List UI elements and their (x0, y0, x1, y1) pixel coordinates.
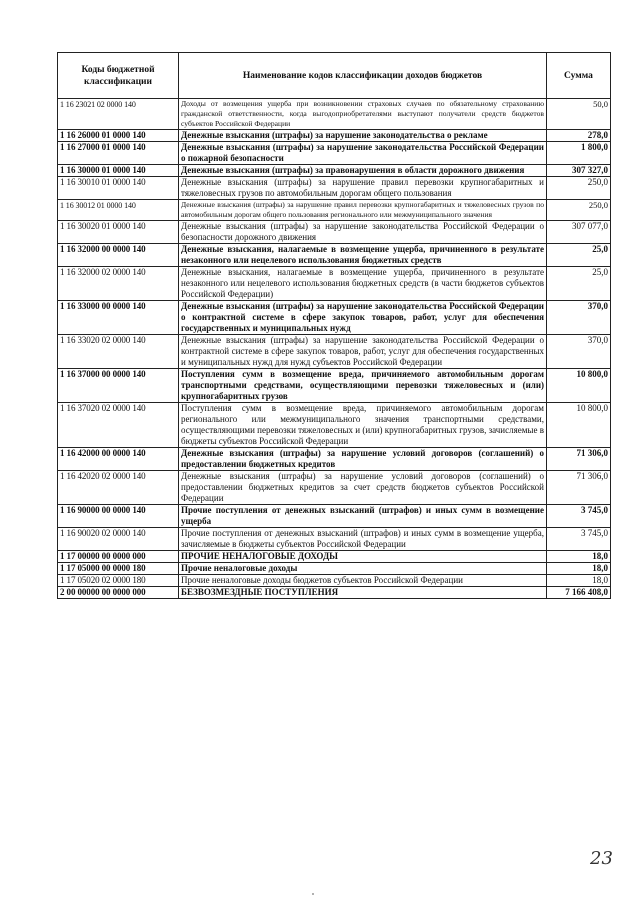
classification-name: Денежные взыскания (штрафы) за нарушение законодательства Российской Федерации о контрактной системе в сфере закупок товаров, работ, услуг для обеспечения государственных и муниципальных нужд (179, 301, 547, 335)
table-row (58, 563, 611, 575)
table-row (58, 505, 611, 528)
amount: 307 327,0 (547, 165, 611, 177)
classification-code: 1 16 30012 01 0000 140 (58, 200, 179, 221)
amount: 50,0 (547, 99, 611, 130)
classification-name: Денежные взыскания (штрафы) за нарушение законодательства Российской Федерации о безопасности дорожного движения (179, 221, 547, 244)
classification-code: 1 16 90020 02 0000 140 (58, 528, 179, 551)
classification-name: Денежные взыскания (штрафы) за нарушение законодательства Российской Федерации о контрактной системе в сфере закупок товаров, работ, услуг для обеспечения государственных и муниципальных нужд для нужд субъектов Российской Федерации (179, 335, 547, 369)
table-row (58, 267, 611, 301)
classification-name: Прочие неналоговые доходы бюджетов субъектов Российской Федерации (179, 575, 547, 587)
classification-code: 1 17 05000 00 0000 180 (58, 563, 179, 575)
amount: 25,0 (547, 244, 611, 267)
table-row (58, 448, 611, 471)
classification-code: 1 16 33020 02 0000 140 (58, 335, 179, 369)
amount: 25,0 (547, 267, 611, 301)
classification-name: Денежные взыскания (штрафы) за нарушение законодательства о рекламе (179, 130, 547, 142)
classification-code: 1 16 23021 02 0000 140 (58, 99, 179, 130)
classification-code: 1 16 37020 02 0000 140 (58, 403, 179, 448)
table-row (58, 165, 611, 177)
amount: 18,0 (547, 575, 611, 587)
classification-code: 1 16 32000 00 0000 140 (58, 244, 179, 267)
amount: 370,0 (547, 301, 611, 335)
header-sum: Сумма (547, 53, 611, 99)
table-row (58, 244, 611, 267)
classification-name: Прочие поступления от денежных взысканий (штрафов) и иных сумм в возмещение ущерба, зачисляемые в бюджеты субъектов Российской Федерации (179, 528, 547, 551)
amount: 278,0 (547, 130, 611, 142)
table-row (58, 551, 611, 563)
amount: 1 800,0 (547, 142, 611, 165)
classification-code: 1 17 00000 00 0000 000 (58, 551, 179, 563)
amount: 71 306,0 (547, 471, 611, 505)
amount: 3 745,0 (547, 505, 611, 528)
amount: 71 306,0 (547, 448, 611, 471)
classification-name: Денежные взыскания (штрафы) за нарушение условий договоров (соглашений) о предоставлении бюджетных кредитов за счет средств бюджетов субъектов Российской Федерации (179, 471, 547, 505)
classification-code: 1 16 42020 02 0000 140 (58, 471, 179, 505)
amount: 250,0 (547, 177, 611, 200)
amount: 3 745,0 (547, 528, 611, 551)
classification-name: Поступления сумм в возмещение вреда, причиняемого автомобильным дорогам регионального или межмуниципального значения транспортными средствами, осуществляющими перевозки тяжеловесных и (или) крупногабаритных грузов, зачисляемые в бюджеты субъектов Российской Федерации (179, 403, 547, 448)
amount: 307 077,0 (547, 221, 611, 244)
revenue-classification-table (57, 52, 611, 599)
classification-code: 1 16 26000 01 0000 140 (58, 130, 179, 142)
classification-name: Денежные взыскания, налагаемые в возмещение ущерба, причиненного в результате незаконного или нецелевого использования бюджетных средств (в части бюджетов субъектов Российской Федерации) (179, 267, 547, 301)
table-row (58, 142, 611, 165)
amount: 10 800,0 (547, 369, 611, 403)
classification-code: 1 16 27000 01 0000 140 (58, 142, 179, 165)
header-code: Коды бюджетной классификации (58, 53, 179, 99)
amount: 250,0 (547, 200, 611, 221)
classification-code: 1 16 90000 00 0000 140 (58, 505, 179, 528)
table-row (58, 177, 611, 200)
table-row (58, 528, 611, 551)
table-row (58, 587, 611, 599)
classification-code: 1 16 42000 00 0000 140 (58, 448, 179, 471)
classification-name: Доходы от возмещения ущерба при возникновении страховых случаев по обязательному страхованию гражданской ответственности, когда выгодоприобретателями выступают получатели средств бюджетов субъектов Российской Федерации (179, 99, 547, 130)
classification-code: 1 16 30000 01 0000 140 (58, 165, 179, 177)
classification-name: Денежные взыскания (штрафы) за нарушение правил перевозки крупногабаритных и тяжеловесных грузов по автомобильным дорогам общего пользования (179, 177, 547, 200)
header-name: Наименование кодов классификации доходов бюджетов (179, 53, 547, 99)
amount: 18,0 (547, 563, 611, 575)
table-row (58, 99, 611, 130)
classification-code: 1 16 32000 02 0000 140 (58, 267, 179, 301)
classification-name: Денежные взыскания, налагаемые в возмещение ущерба, причиненного в результате незаконного или нецелевого использования бюджетных средств (179, 244, 547, 267)
classification-name: Денежные взыскания (штрафы) за нарушение правил перевозки крупногабаритных и тяжеловесных грузов по автомобильным дорогам общего пользования регионального или межмуниципального значения (179, 200, 547, 221)
classification-name: Прочие поступления от денежных взысканий (штрафов) и иных сумм в возмещение ущерба (179, 505, 547, 528)
table-row (58, 471, 611, 505)
classification-code: 1 16 37000 00 0000 140 (58, 369, 179, 403)
table-row (58, 221, 611, 244)
table-header-row (58, 53, 611, 99)
amount: 7 166 408,0 (547, 587, 611, 599)
classification-name: ПРОЧИЕ НЕНАЛОГОВЫЕ ДОХОДЫ (179, 551, 547, 563)
table-row (58, 130, 611, 142)
table-row (58, 369, 611, 403)
table-row (58, 200, 611, 221)
document-page (57, 52, 610, 599)
scan-speck (312, 893, 314, 895)
classification-code: 1 16 30010 01 0000 140 (58, 177, 179, 200)
page-number: 23 (590, 848, 613, 869)
table-row (58, 301, 611, 335)
table-body (58, 99, 611, 599)
classification-code: 1 16 33000 00 0000 140 (58, 301, 179, 335)
table-row (58, 403, 611, 448)
table-row (58, 575, 611, 587)
classification-code: 1 16 30020 01 0000 140 (58, 221, 179, 244)
amount: 10 800,0 (547, 403, 611, 448)
classification-name: БЕЗВОЗМЕЗДНЫЕ ПОСТУПЛЕНИЯ (179, 587, 547, 599)
classification-code: 2 00 00000 00 0000 000 (58, 587, 179, 599)
classification-name: Денежные взыскания (штрафы) за нарушение законодательства Российской Федерации о пожарной безопасности (179, 142, 547, 165)
table-row (58, 335, 611, 369)
classification-name: Прочие неналоговые доходы (179, 563, 547, 575)
classification-name: Денежные взыскания (штрафы) за нарушение условий договоров (соглашений) о предоставлении бюджетных кредитов (179, 448, 547, 471)
classification-name: Поступления сумм в возмещение вреда, причиняемого автомобильным дорогам транспортными средствами, осуществляющими перевозки тяжеловесных и (или) крупногабаритных грузов (179, 369, 547, 403)
classification-name: Денежные взыскания (штрафы) за правонарушения в области дорожного движения (179, 165, 547, 177)
amount: 370,0 (547, 335, 611, 369)
amount: 18,0 (547, 551, 611, 563)
classification-code: 1 17 05020 02 0000 180 (58, 575, 179, 587)
